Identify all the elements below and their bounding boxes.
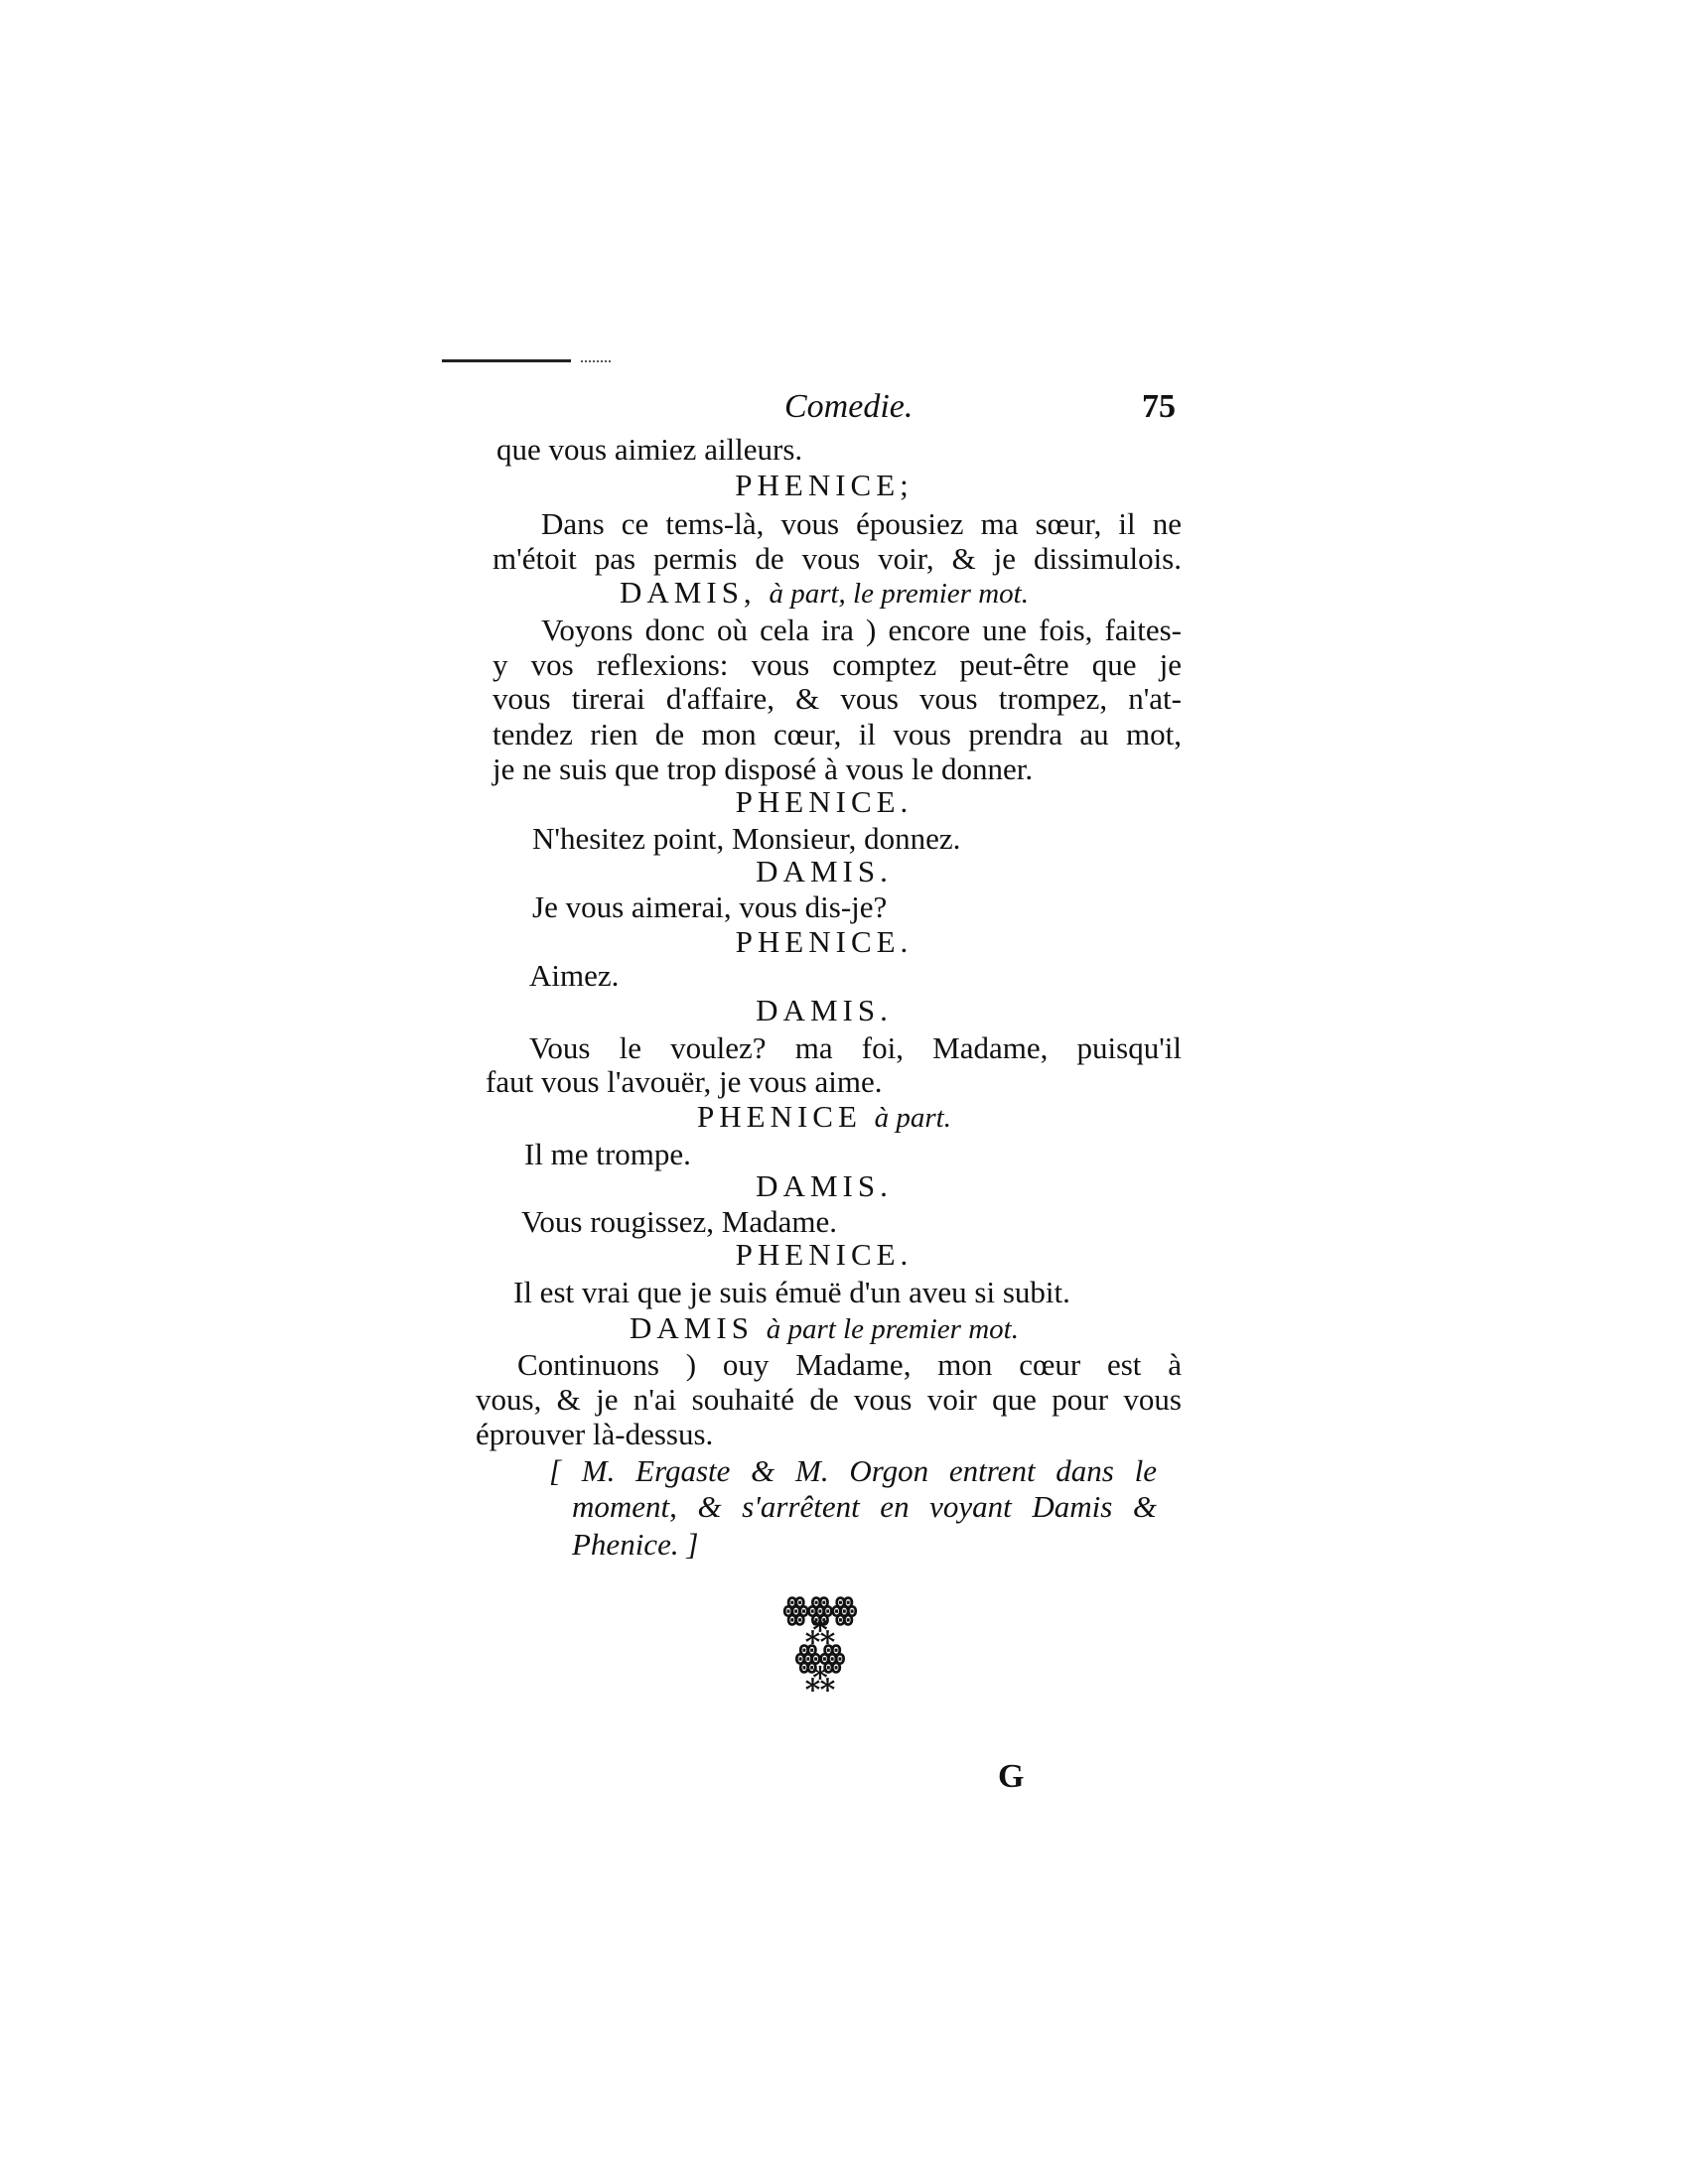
text-line: y vos reflexions: vous comptez peut-être que je	[492, 647, 1182, 682]
text-line: tendez rien de mon cœur, il vous prendra au mot,	[492, 717, 1182, 751]
text-line: Il me trompe.	[524, 1137, 691, 1171]
text-line: Vous le voulez? ma foi, Madame, puisqu'il	[529, 1030, 1182, 1065]
speaker-heading: DAMIS.	[756, 854, 893, 888]
text-line: Vous rougissez, Madame.	[521, 1204, 837, 1239]
text-line: éprouver là-dessus.	[476, 1417, 714, 1451]
speaker-heading: PHENICE.	[735, 1237, 914, 1272]
text-line: je ne suis que trop disposé à vous le donner.	[492, 751, 1034, 786]
speaker-heading	[427, 1310, 1221, 1347]
printer-rule-dots	[581, 360, 611, 362]
text-line: Aimez.	[529, 958, 620, 993]
speaker-heading: PHENICE;	[735, 468, 914, 502]
text-line: m'étoit pas permis de vous voir, & je dissimulois.	[492, 541, 1182, 576]
speaker-heading	[427, 1099, 1221, 1136]
text-line: vous tirerai d'affaire, & vous vous trompez, n'at-	[492, 681, 1182, 716]
speaker-name: DAMIS,	[620, 575, 757, 610]
speaker-name: DAMIS	[630, 1310, 754, 1345]
stage-direction-line: moment, & s'arrêtent en voyant Damis &	[572, 1489, 1157, 1524]
speaker-heading: DAMIS.	[756, 993, 893, 1027]
text-line: vous, & je n'ai souhaité de vous voir que pour vous	[476, 1382, 1182, 1417]
speaker-heading: PHENICE.	[735, 784, 914, 819]
signature-mark: G	[998, 1758, 1025, 1795]
text-line: Voyons donc où cela ira ) encore une fois, faites-	[541, 613, 1182, 647]
speaker-heading: PHENICE.	[735, 924, 914, 959]
text-line: que vous aimiez ailleurs.	[496, 432, 803, 467]
running-title: Comedie.	[784, 388, 914, 425]
speaker-heading: DAMIS.	[756, 1168, 893, 1203]
text-line: Je vous aimerai, vous dis-je?	[532, 889, 888, 924]
text-line: Continuons ) ouy Madame, mon cœur est à	[517, 1347, 1182, 1382]
page-number: 75	[1142, 388, 1176, 425]
stage-direction: à part.	[874, 1102, 951, 1134]
stage-direction: à part, le premier mot.	[769, 578, 1029, 610]
ornament-fleuron: ꙮꙮꙮ ⁂ ꙮꙮ ⁂	[782, 1593, 856, 1698]
stage-direction-line: Phenice. ]	[572, 1527, 699, 1562]
stage-direction: à part le premier mot.	[766, 1313, 1019, 1345]
text-line: faut vous l'avouër, je vous aime.	[486, 1064, 883, 1099]
text-line: N'hesitez point, Monsieur, donnez.	[532, 821, 961, 856]
printer-rule-mark	[442, 359, 571, 362]
stage-direction-line: [ M. Ergaste & M. Orgon entrent dans le	[549, 1453, 1157, 1488]
speaker-heading	[427, 575, 1221, 612]
speaker-name: PHENICE	[697, 1099, 862, 1134]
text-line: Il est vrai que je suis émuë d'un aveu si subit.	[513, 1275, 1070, 1309]
text-line: Dans ce tems-là, vous épousiez ma sœur, il ne	[541, 506, 1182, 541]
